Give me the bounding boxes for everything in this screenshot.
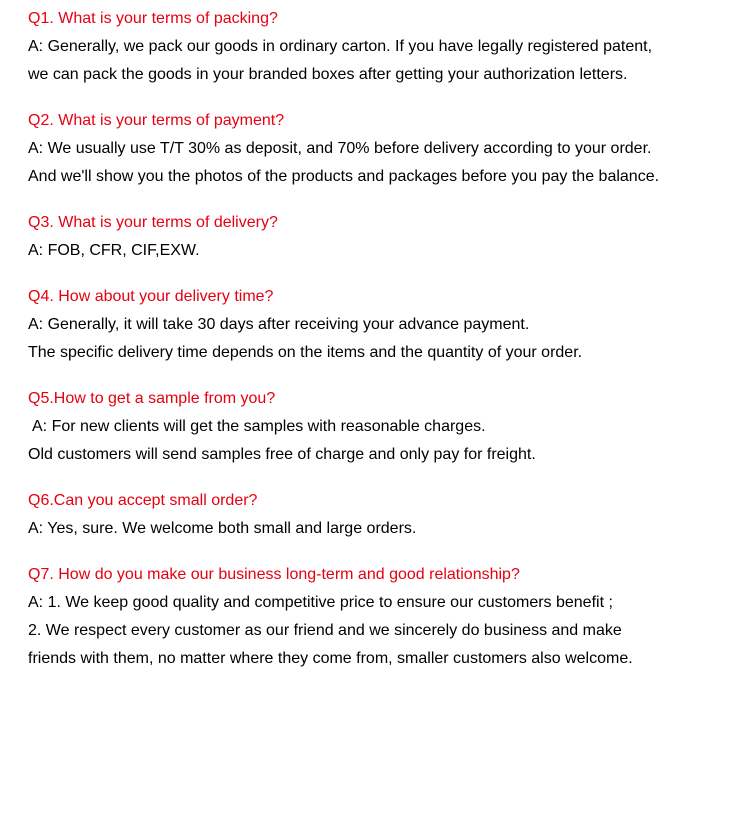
faq-answer-line: A: FOB, CFR, CIF,EXW.: [28, 242, 200, 259]
faq-answer-line: we can pack the goods in your branded boxes after getting your authorization letters.: [28, 66, 628, 83]
faq-section: [28, 5, 738, 691]
faq-question: Q2. What is your terms of payment?: [28, 112, 285, 129]
faq-question: Q6.Can you accept small order?: [28, 492, 258, 509]
faq-item-q1: [28, 5, 738, 89]
faq-answer-line: A: Generally, it will take 30 days after receiving your advance payment.: [28, 316, 530, 333]
faq-question: Q1. What is your terms of packing?: [28, 10, 278, 27]
faq-answer-line: The specific delivery time depends on the items and the quantity of your order.: [28, 344, 583, 361]
faq-answer-line: A: We usually use T/T 30% as deposit, and 70% before delivery according to your order.: [28, 140, 652, 157]
faq-answer-line: A: Generally, we pack our goods in ordinary carton. If you have legally registered patent,: [28, 38, 653, 55]
faq-question: Q5.How to get a sample from you?: [28, 390, 276, 407]
faq-item-q6: [28, 487, 738, 543]
faq-item-q3: [28, 209, 738, 265]
faq-answer-line: A: Yes, sure. We welcome both small and large orders.: [28, 520, 417, 537]
faq-answer-line: A: For new clients will get the samples with reasonable charges.: [32, 418, 486, 435]
faq-question: Q4. How about your delivery time?: [28, 288, 274, 305]
faq-answer-line: friends with them, no matter where they come from, smaller customers also welcome.: [28, 650, 633, 667]
faq-answer-line: And we'll show you the photos of the products and packages before you pay the balance.: [28, 168, 660, 185]
faq-item-q4: [28, 283, 738, 367]
faq-item-q7: [28, 561, 738, 673]
faq-item-q5: [28, 385, 738, 469]
faq-answer-line: Old customers will send samples free of charge and only pay for freight.: [28, 446, 536, 463]
faq-question: Q7. How do you make our business long-term and good relationship?: [28, 566, 520, 583]
faq-question: Q3. What is your terms of delivery?: [28, 214, 278, 231]
faq-answer-line: 2. We respect every customer as our friend and we sincerely do business and make: [28, 622, 622, 639]
faq-item-q2: [28, 107, 738, 191]
faq-answer-line: A: 1. We keep good quality and competitive price to ensure our customers benefit ;: [28, 594, 613, 611]
